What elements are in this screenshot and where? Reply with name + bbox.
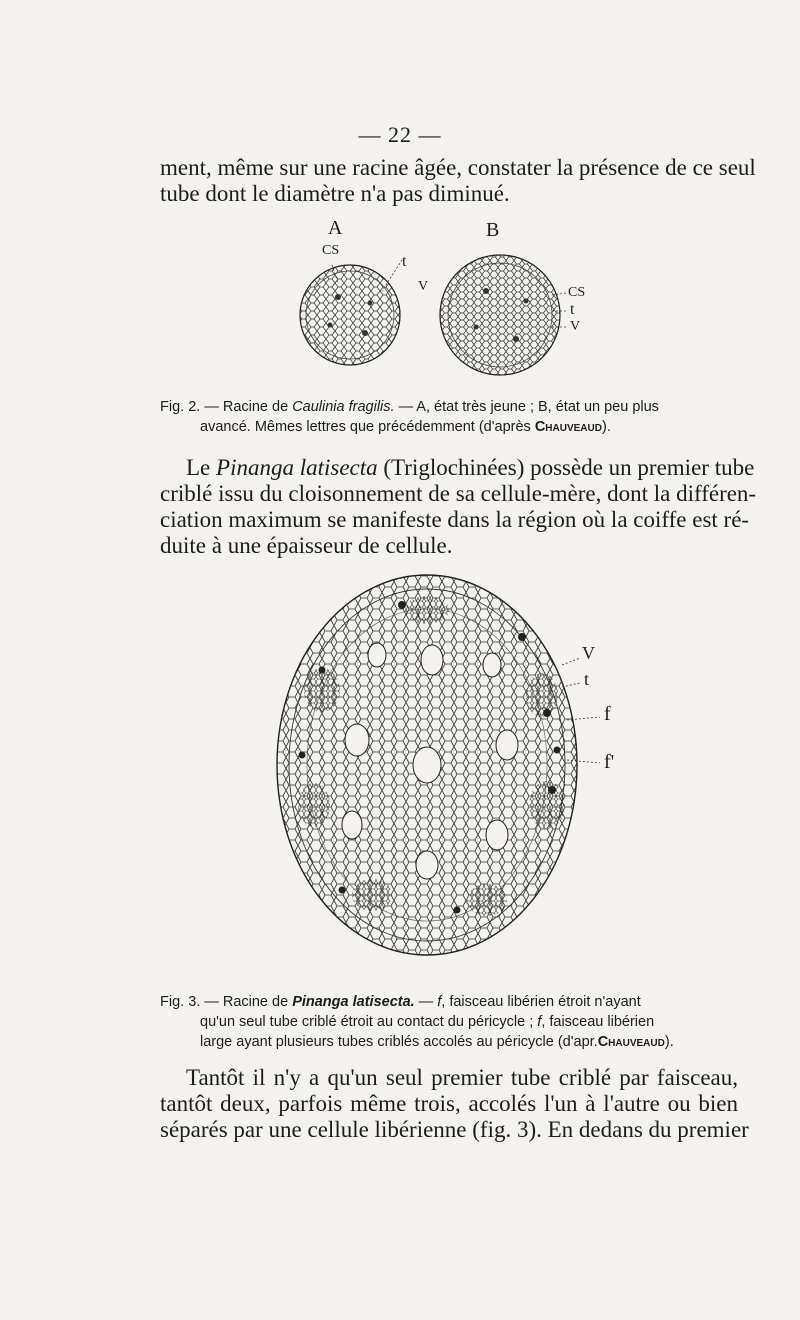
caption-text: — A, état très jeune ; B, état un peu plus bbox=[398, 399, 659, 415]
figure-3-label-t: t bbox=[584, 669, 590, 689]
figure-3-number: Fig. 3. bbox=[160, 994, 201, 1010]
figure-3-illustration bbox=[262, 565, 642, 965]
caption-text: — Racine de bbox=[204, 994, 289, 1010]
figure-3-section bbox=[277, 575, 600, 955]
text-span: (Triglochinées) possède un premier tube bbox=[377, 455, 755, 480]
figure-2-label-a: A bbox=[328, 217, 343, 239]
figure-2-label-b: B bbox=[486, 219, 500, 241]
species-name: Pinanga latisecta bbox=[216, 455, 378, 480]
figure-2-label-v-right: V bbox=[570, 319, 581, 334]
author-name: Chauveaud bbox=[534, 419, 602, 435]
caption-text: , faisceau libérien étroit n'ayant bbox=[441, 994, 641, 1010]
paragraph-line: ciation maximum se manifeste dans la région où la coiffe est ré- bbox=[160, 507, 750, 532]
caption-text: avancé. Mêmes lettres que précédemment (d'après bbox=[200, 419, 531, 435]
paragraph-line: tube dont le diamètre n'a pas diminué. bbox=[160, 181, 510, 206]
figure-2-label-v: V bbox=[418, 279, 429, 294]
text-span: Le bbox=[186, 455, 217, 480]
paragraph-line: ment, même sur une racine âgée, constater la présence de ce seul bbox=[160, 155, 756, 180]
caption-text: ). bbox=[664, 1034, 674, 1050]
caption-dash: — bbox=[204, 399, 219, 415]
figure-3-label-v: V bbox=[582, 643, 595, 663]
figure-2-label-t-right: t bbox=[570, 301, 575, 318]
figure-2-caption bbox=[160, 397, 738, 437]
figure-2b-section bbox=[440, 255, 566, 375]
species-name: Caulinia fragilis. bbox=[292, 399, 395, 415]
figure-3 bbox=[262, 565, 642, 965]
paragraph-1 bbox=[160, 155, 756, 207]
figure-2-label-cs-right: CS bbox=[568, 285, 586, 300]
caption-text: qu'un seul tube criblé étroit au contact du péricycle ; bbox=[200, 1014, 534, 1030]
figure-2-label-cs: CS bbox=[322, 243, 340, 258]
paragraph-line: tantôt deux, parfois même trois, accolés l'un à l'autre ou bien bbox=[160, 1091, 738, 1116]
paragraph-line: criblé issu du cloisonnement de sa cellule-mère, dont la différen- bbox=[160, 481, 757, 506]
paragraph-2 bbox=[160, 455, 757, 559]
paragraph-line: Tantôt il n'y a qu'un seul premier tube criblé par faisceau, bbox=[186, 1065, 738, 1090]
caption-text: , faisceau libérien bbox=[541, 1014, 655, 1030]
paragraph-3 bbox=[160, 1065, 749, 1143]
caption-text: Racine de bbox=[222, 399, 289, 415]
paragraph-line bbox=[160, 455, 755, 481]
figure-2a-section bbox=[300, 260, 402, 365]
symbol-f: f bbox=[437, 994, 442, 1010]
author-name: Chauveaud bbox=[597, 1034, 665, 1050]
figure-2-number: Fig. 2. bbox=[160, 399, 201, 415]
symbol-f: f bbox=[537, 1014, 542, 1030]
figure-2-illustration bbox=[290, 215, 610, 385]
figure-3-caption bbox=[160, 992, 738, 1052]
figure-3-label-f: f bbox=[604, 703, 611, 725]
caption-text: large ayant plusieurs tubes criblés accolés au péricycle (d'apr. bbox=[200, 1034, 598, 1050]
caption-text: ). bbox=[601, 419, 611, 435]
figure-2 bbox=[290, 215, 610, 385]
paragraph-line: duite à une épaisseur de cellule. bbox=[160, 533, 453, 558]
figure-2-label-t: t bbox=[402, 253, 407, 270]
species-name: Pinanga latisecta. bbox=[292, 994, 415, 1010]
caption-text: — bbox=[418, 994, 434, 1010]
paragraph-line: séparés par une cellule libérienne (fig. 3). En dedans du premier bbox=[160, 1117, 749, 1142]
figure-3-label-f-prime: f' bbox=[604, 751, 615, 773]
page-number: — 22 — bbox=[358, 122, 442, 147]
